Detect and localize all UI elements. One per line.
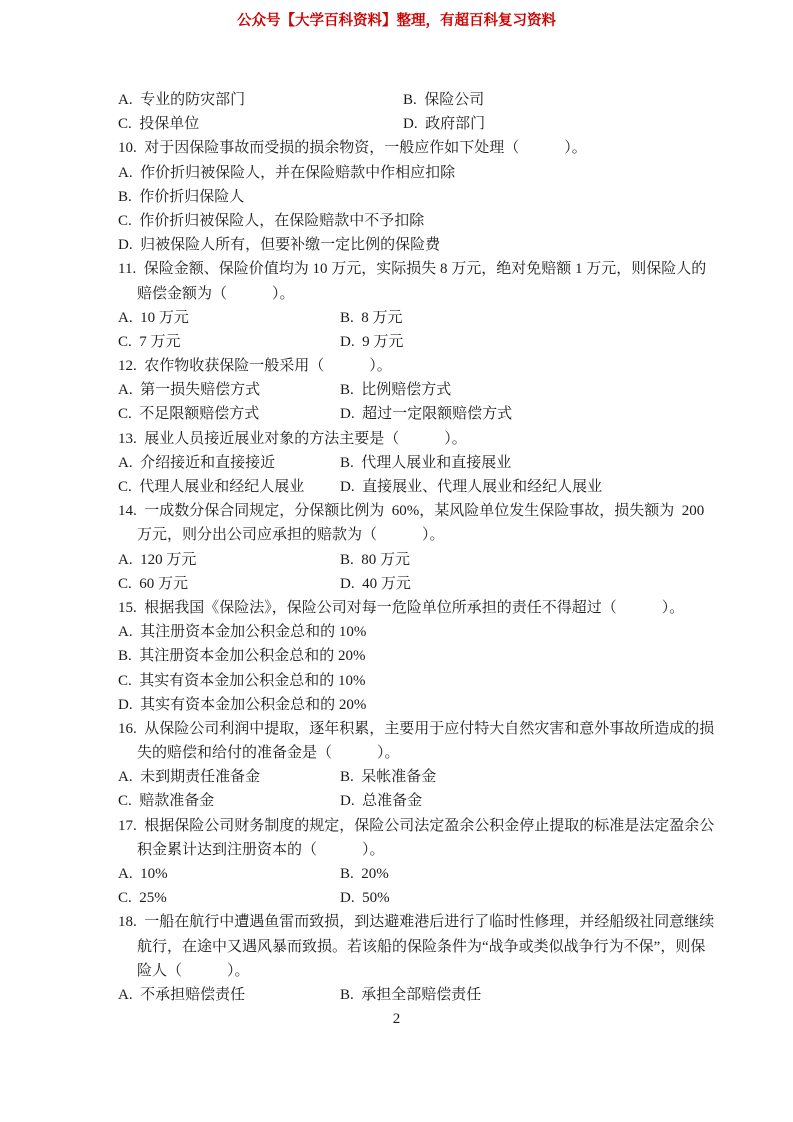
option-left: A. 专业的防灾部门 bbox=[118, 92, 246, 108]
text-line: 18. 一船在航行中遭遇鱼雷而致损，到达避难港后进行了临时性修理，并经船级社同意继续 bbox=[118, 914, 715, 931]
text-line: 16. 从保险公司利润中提取，逐年积累，主要用于应付特大自然灾害和意外事故所造成的损 bbox=[118, 720, 715, 737]
option-right: D. 40 万元 bbox=[340, 575, 411, 592]
question-continuation-line: 失的赔偿和给付的准备金是（ ）。 bbox=[137, 745, 400, 762]
option-right: D. 9 万元 bbox=[340, 333, 404, 350]
option-left: C. 赔款准备金 bbox=[118, 793, 215, 810]
option-right: B. 20% bbox=[340, 866, 389, 882]
option-left: C. 代理人展业和经纪人展业 bbox=[118, 479, 305, 495]
option-pair-row bbox=[118, 306, 708, 330]
option-left: C. 60 万元 bbox=[118, 575, 189, 592]
option-pair-row bbox=[118, 475, 708, 499]
question-continuation-line: 航行，在途中又遇风暴而致损。若该船的保险条件为“战争或类似战争行为不保”，则保 bbox=[137, 938, 706, 955]
option-pair-row bbox=[118, 548, 708, 572]
text-line: A. 作价折归被保险人，并在保险赔款中作相应扣除 bbox=[118, 164, 456, 181]
text-line: B. 其注册资本金加公积金总和的 20% bbox=[118, 648, 366, 665]
option-pair-row bbox=[118, 886, 708, 910]
text-line: 10. 对于因保险事故而受损的损余物资，一般应作如下处理（ ）。 bbox=[118, 140, 587, 157]
text-line: 11. 保险金额、保险价值均为 10 万元，实际损失 8 万元，绝对免赔额 1 万元，则保险人的 bbox=[118, 261, 707, 278]
document-body bbox=[118, 88, 715, 1007]
option-right: D. 50% bbox=[340, 890, 390, 907]
option-pair-row bbox=[118, 402, 708, 426]
option-left: A. 第一损失赔偿方式 bbox=[118, 382, 261, 399]
option-right: B. 8 万元 bbox=[340, 309, 403, 326]
option-right: B. 代理人展业和直接展业 bbox=[340, 454, 512, 471]
option-right: B. 保险公司 bbox=[403, 92, 485, 108]
option-left: C. 投保单位 bbox=[118, 116, 200, 133]
option-left: C. 25% bbox=[118, 890, 167, 907]
text-line: 17. 根据保险公司财务制度的规定，保险公司法定盈余公积金停止提取的标准是法定盈余公 bbox=[118, 817, 715, 834]
option-right: B. 比例赔偿方式 bbox=[340, 382, 452, 399]
option-right: B. 80 万元 bbox=[340, 551, 411, 568]
text-line: 15. 根据我国《保险法》，保险公司对每一危险单位所承担的责任不得超过（ ）。 bbox=[118, 599, 685, 616]
option-left: A. 不承担赔偿责任 bbox=[118, 986, 246, 1003]
option-right: B. 呆帐准备金 bbox=[340, 769, 437, 786]
option-pair-row bbox=[118, 451, 708, 475]
option-right: D. 直接展业、代理人展业和经纪人展业 bbox=[340, 479, 603, 495]
option-left: A. 10% bbox=[118, 866, 168, 882]
question-continuation-line: 积金累计达到注册资本的（ ）。 bbox=[137, 841, 385, 858]
text-line: D. 归被保险人所有，但要补缴一定比例的保险费 bbox=[118, 237, 441, 254]
text-line: D. 其实有资本金加公积金总和的 20% bbox=[118, 696, 367, 713]
question-continuation-line: 万元，则分出公司应承担的赔款为（ ）。 bbox=[137, 527, 445, 544]
option-left: A. 10 万元 bbox=[118, 309, 189, 326]
question-continuation-line: 险人（ ）。 bbox=[137, 962, 250, 979]
option-left: A. 120 万元 bbox=[118, 551, 197, 568]
option-pair-row bbox=[118, 765, 708, 789]
text-line: C. 其实有资本金加公积金总和的 10% bbox=[118, 672, 366, 689]
option-pair-row bbox=[118, 572, 708, 596]
text-line: C. 作价折归被保险人，在保险赔款中不予扣除 bbox=[118, 212, 425, 229]
option-left: C. 不足限额赔偿方式 bbox=[118, 406, 260, 423]
option-left: A. 介绍接近和直接接近 bbox=[118, 454, 276, 471]
option-right: D. 政府部门 bbox=[403, 116, 486, 133]
text-line: 14. 一成数分保合同规定，分保额比例为 60%，某风险单位发生保险事故，损失额为 200 bbox=[118, 503, 705, 520]
option-left: C. 7 万元 bbox=[118, 333, 181, 350]
option-left: A. 未到期责任准备金 bbox=[118, 769, 261, 786]
option-pair-row bbox=[118, 789, 708, 813]
question-continuation-line: 赔偿金额为（ ）。 bbox=[137, 285, 295, 302]
text-line: 13. 展业人员接近展业对象的方法主要是（ ）。 bbox=[118, 430, 467, 447]
text-line: 12. 农作物收获保险一般采用（ ）。 bbox=[118, 358, 392, 375]
option-right: D. 超过一定限额赔偿方式 bbox=[340, 406, 513, 423]
page-number: 2 bbox=[392, 1011, 401, 1027]
page-header-note: 公众号【大学百科资料】整理，有超百科复习资料 bbox=[237, 13, 556, 29]
option-pair-row bbox=[118, 330, 708, 354]
option-pair-row bbox=[118, 378, 708, 402]
option-pair-row bbox=[118, 862, 708, 886]
option-right: B. 承担全部赔偿责任 bbox=[340, 986, 482, 1003]
option-pair-row bbox=[118, 983, 708, 1007]
option-right: D. 总准备金 bbox=[340, 793, 423, 810]
text-line: B. 作价折归保险人 bbox=[118, 188, 245, 205]
text-line: A. 其注册资本金加公积金总和的 10% bbox=[118, 624, 367, 641]
option-pair-row bbox=[118, 88, 708, 112]
option-pair-row bbox=[118, 112, 708, 136]
